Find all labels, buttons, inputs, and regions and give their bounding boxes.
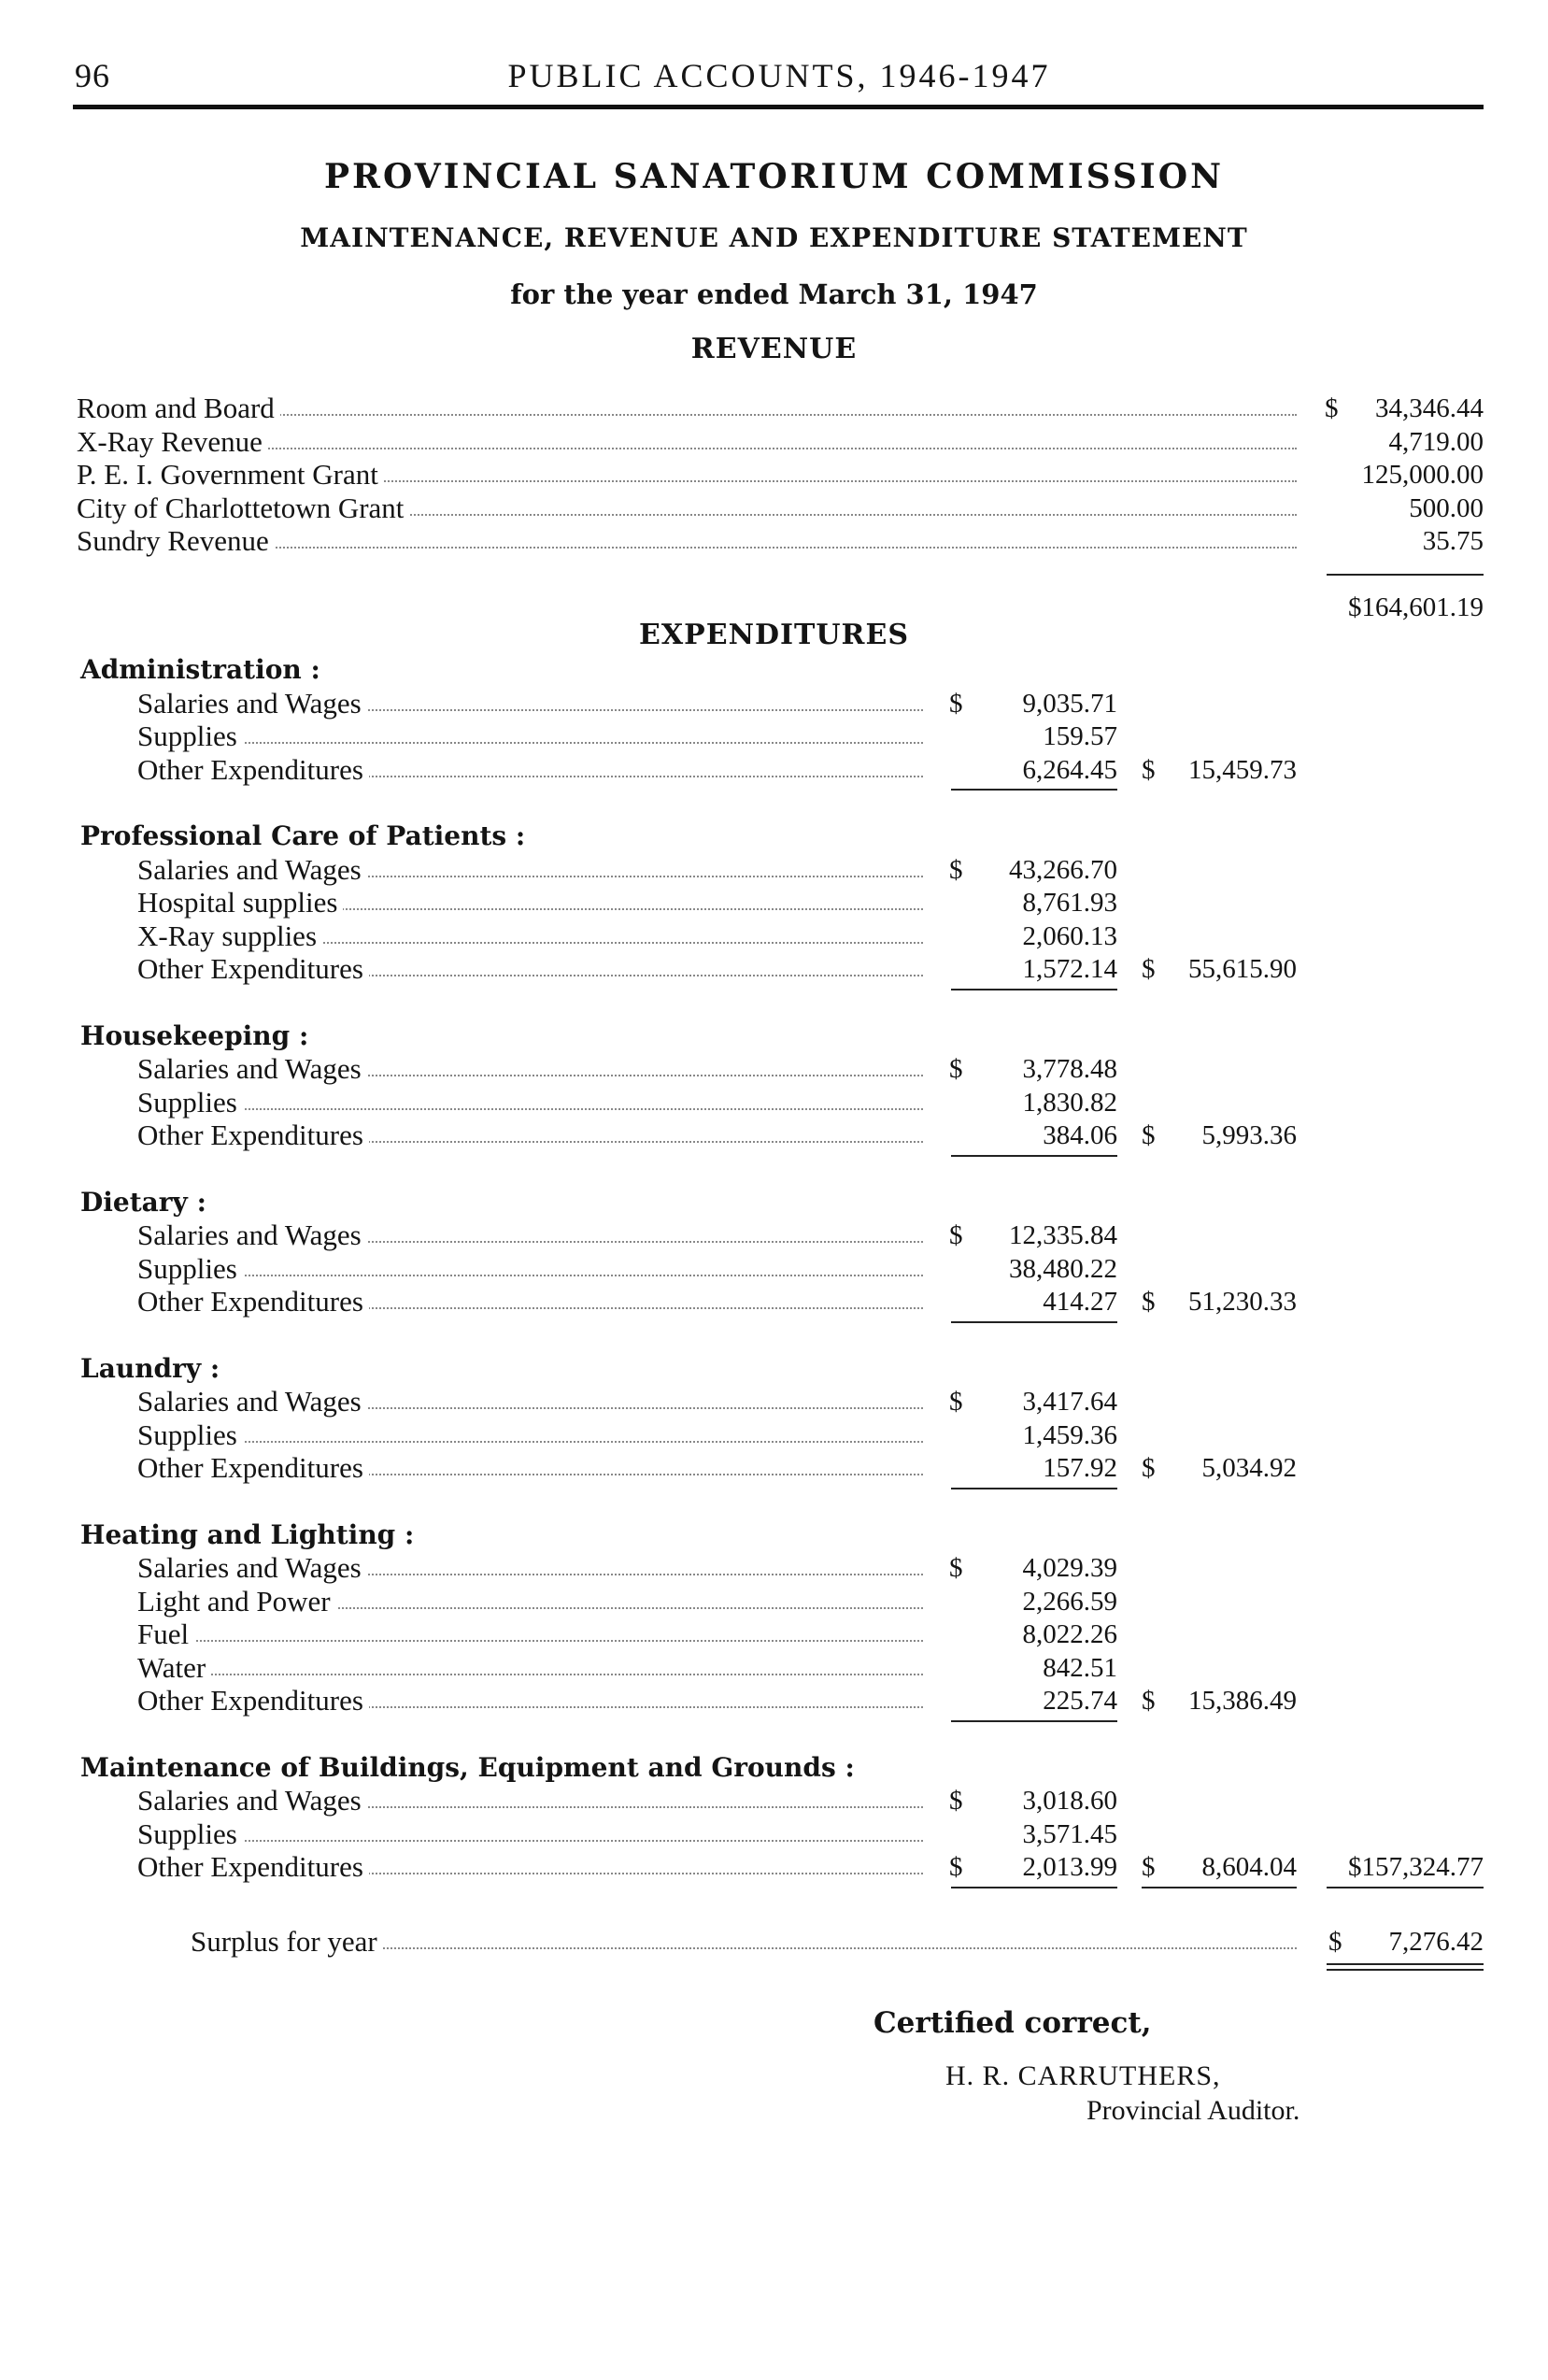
dollar-sign: $ (949, 688, 963, 719)
expenditure-label: Other Expenditures (137, 953, 369, 985)
revenue-amount: 125,000.00 (1361, 460, 1484, 490)
expenditure-amount: 38,480.22 (1009, 1253, 1117, 1284)
expenditure-label: Other Expenditures (137, 1119, 369, 1151)
expenditure-row (137, 854, 1484, 886)
dollar-sign: $ (949, 1852, 963, 1882)
section-subtotal: 5,034.92 (1201, 1453, 1297, 1483)
leader-dots (147, 1674, 923, 1675)
expenditure-amount: 225.74 (1043, 1686, 1117, 1716)
expenditure-amount: 4,029.39 (1022, 1553, 1117, 1583)
expenditure-row (137, 1552, 1484, 1584)
expenditure-label: Supplies (137, 1087, 243, 1119)
revenue-label: Room and Board (77, 392, 280, 424)
surplus-row (191, 1926, 1484, 1958)
expenditure-row (137, 1253, 1484, 1285)
expenditure-amount: 2,013.99 (1022, 1852, 1117, 1882)
dollar-sign: $ (1142, 1453, 1156, 1483)
dollar-sign: $ (949, 1054, 963, 1084)
expenditure-label: Hospital supplies (137, 887, 343, 919)
leader-dots (147, 1640, 923, 1642)
expenditure-amount: 842.51 (1043, 1652, 1117, 1683)
leader-dots (147, 1275, 923, 1276)
revenue-amount: 35.75 (1422, 526, 1484, 556)
category-heading: Administration : (80, 654, 320, 685)
dollar-sign: $ (949, 854, 963, 885)
revenue-row (77, 492, 1484, 524)
expenditure-row (137, 1685, 1484, 1717)
auditor-name: H. R. CARRUTHERS, (945, 2060, 1221, 2091)
expenditure-row (137, 1119, 1484, 1151)
dollar-sign: $ (1142, 1852, 1156, 1882)
dollar-sign: $ (1142, 954, 1156, 984)
revenue-total-rule (1327, 574, 1484, 576)
expenditure-label: Supplies (137, 1818, 243, 1850)
statement-period: for the year ended March 31, 1947 (510, 278, 1038, 310)
expenditure-label: Salaries and Wages (137, 854, 367, 886)
leader-dots (147, 1441, 923, 1443)
expenditure-label: Supplies (137, 1253, 243, 1285)
dollar-sign: $ (1142, 754, 1156, 785)
expenditure-amount: 3,778.48 (1022, 1054, 1117, 1084)
section-subtotal: 5,993.36 (1201, 1120, 1297, 1150)
expenditure-label: Other Expenditures (137, 1452, 369, 1484)
total-expenditures: $157,324.77 (1348, 1852, 1484, 1882)
expenditure-label: Fuel (137, 1618, 194, 1650)
section-subtotal: 55,615.90 (1188, 954, 1297, 984)
subtotal-rule (951, 1155, 1117, 1157)
expenditure-row (137, 1785, 1484, 1817)
expenditure-row (137, 1851, 1484, 1883)
leader-dots (147, 1840, 923, 1842)
page-number: 96 (75, 57, 110, 94)
expenditure-label: Other Expenditures (137, 754, 369, 786)
expenditure-row (137, 1652, 1484, 1684)
revenue-row (77, 459, 1484, 491)
header-rule (73, 105, 1484, 109)
category-heading: Heating and Lighting : (80, 1518, 415, 1550)
document-title: PROVINCIAL SANATORIUM COMMISSION (323, 157, 1224, 196)
certification-text: Certified correct, (873, 2006, 1152, 2040)
expenditure-amount: 1,459.36 (1022, 1419, 1117, 1450)
revenue-amount: 34,346.44 (1375, 393, 1484, 423)
section-subtotal: 15,386.49 (1188, 1686, 1297, 1716)
running-header (75, 56, 1484, 103)
expenditure-amount: 8,022.26 (1022, 1619, 1117, 1649)
expenditure-amount: 384.06 (1043, 1120, 1117, 1150)
expenditure-amount: 8,761.93 (1022, 888, 1117, 918)
expenditure-row (137, 1087, 1484, 1119)
category-heading: Maintenance of Buildings, Equipment and Grounds : (80, 1751, 855, 1783)
subtotal-rule (951, 789, 1117, 791)
subtotal-rule (951, 1488, 1117, 1489)
total-rule (1327, 1887, 1484, 1888)
expenditure-row (137, 1618, 1484, 1650)
leader-dots (147, 742, 923, 744)
revenue-row (77, 525, 1484, 557)
expenditure-amount: 3,571.45 (1022, 1818, 1117, 1849)
expenditure-amount: 3,417.64 (1022, 1387, 1117, 1417)
expenditure-label: Supplies (137, 1419, 243, 1451)
dollar-sign: $ (1325, 393, 1339, 423)
revenue-label: City of Charlottetown Grant (77, 492, 409, 524)
dollar-sign: $ (949, 1786, 963, 1816)
revenue-label: P. E. I. Government Grant (77, 459, 384, 491)
final-rule (1327, 1969, 1484, 1971)
expenditure-label: Supplies (137, 720, 243, 752)
expenditure-amount: 2,060.13 (1022, 920, 1117, 951)
expenditure-amount: 1,830.82 (1022, 1087, 1117, 1118)
subtotal-rule (951, 1321, 1117, 1323)
revenue-amount: 500.00 (1409, 492, 1484, 523)
subtotal-rule (951, 1887, 1117, 1888)
section-subtotal: 51,230.33 (1188, 1287, 1297, 1317)
expenditure-amount: 6,264.45 (1022, 754, 1117, 785)
dollar-sign: $ (1142, 1120, 1156, 1150)
expenditure-row (137, 1286, 1484, 1318)
revenue-heading: REVENUE (690, 333, 858, 365)
expenditure-amount: 159.57 (1043, 721, 1117, 751)
expenditure-amount: 2,266.59 (1022, 1586, 1117, 1617)
running-title: PUBLIC ACCOUNTS, 1946-1947 (507, 57, 1051, 94)
dollar-sign: $ (1328, 1926, 1342, 1957)
expenditure-amount: 414.27 (1043, 1287, 1117, 1317)
dollar-sign: $ (949, 1220, 963, 1250)
category-heading: Dietary : (80, 1186, 206, 1218)
expenditure-row (137, 953, 1484, 985)
expenditure-row (137, 1586, 1484, 1618)
expenditure-label: X-Ray supplies (137, 920, 322, 952)
expenditure-row (137, 887, 1484, 919)
expenditure-amount: 12,335.84 (1009, 1220, 1117, 1250)
expenditure-row (137, 1386, 1484, 1418)
surplus-amount: 7,276.42 (1388, 1926, 1484, 1957)
subtotal-rule (951, 1720, 1117, 1722)
expenditure-label: Salaries and Wages (137, 1785, 367, 1817)
section-subtotal: 15,459.73 (1188, 754, 1297, 785)
expenditure-label: Salaries and Wages (137, 1219, 367, 1251)
dollar-sign: $ (949, 1387, 963, 1417)
statement-subtitle: MAINTENANCE, REVENUE AND EXPENDITURE STATEMENT (300, 222, 1248, 253)
expenditure-label: Other Expenditures (137, 1685, 369, 1717)
subtotal-rule (951, 989, 1117, 990)
expenditure-label: Light and Power (137, 1586, 336, 1618)
expenditure-row (137, 1452, 1484, 1484)
expenditure-label: Salaries and Wages (137, 688, 367, 720)
expenditure-label: Other Expenditures (137, 1286, 369, 1318)
final-rule (1327, 1963, 1484, 1965)
revenue-label: X-Ray Revenue (77, 426, 268, 458)
subtotal-rule (1142, 1887, 1297, 1888)
surplus-label: Surplus for year (191, 1926, 383, 1958)
revenue-row (77, 392, 1484, 424)
expenditure-row (137, 1219, 1484, 1251)
expenditure-amount: 43,266.70 (1009, 854, 1117, 885)
expenditure-amount: 3,018.60 (1022, 1786, 1117, 1816)
expenditure-amount: 9,035.71 (1022, 688, 1117, 719)
expenditure-label: Salaries and Wages (137, 1053, 367, 1085)
expenditures-heading: EXPENDITURES (639, 619, 909, 651)
dollar-sign: $ (949, 1553, 963, 1583)
expenditure-row (137, 1419, 1484, 1451)
expenditure-label: Other Expenditures (137, 1851, 369, 1883)
expenditure-row (137, 688, 1484, 720)
revenue-label: Sundry Revenue (77, 525, 275, 557)
expenditure-amount: 157.92 (1043, 1453, 1117, 1483)
leader-dots (147, 1108, 923, 1110)
dollar-sign: $ (1142, 1287, 1156, 1317)
category-heading: Housekeeping : (80, 1019, 309, 1051)
revenue-total: $164,601.19 (1348, 592, 1484, 622)
expenditure-amount: 1,572.14 (1022, 954, 1117, 984)
expenditure-label: Salaries and Wages (137, 1386, 367, 1418)
section-subtotal: 8,604.04 (1201, 1852, 1297, 1882)
expenditure-row (137, 754, 1484, 786)
expenditure-row (137, 1818, 1484, 1850)
dollar-sign: $ (1142, 1686, 1156, 1716)
expenditure-row (137, 920, 1484, 952)
expenditure-label: Salaries and Wages (137, 1552, 367, 1584)
category-heading: Professional Care of Patients : (80, 820, 526, 851)
revenue-row (77, 426, 1484, 458)
expenditure-row (137, 720, 1484, 752)
category-heading: Laundry : (80, 1352, 220, 1384)
auditor-title: Provincial Auditor. (1086, 2095, 1300, 2126)
revenue-amount: 4,719.00 (1388, 426, 1484, 457)
expenditure-row (137, 1053, 1484, 1085)
expenditure-label: Water (137, 1652, 211, 1684)
